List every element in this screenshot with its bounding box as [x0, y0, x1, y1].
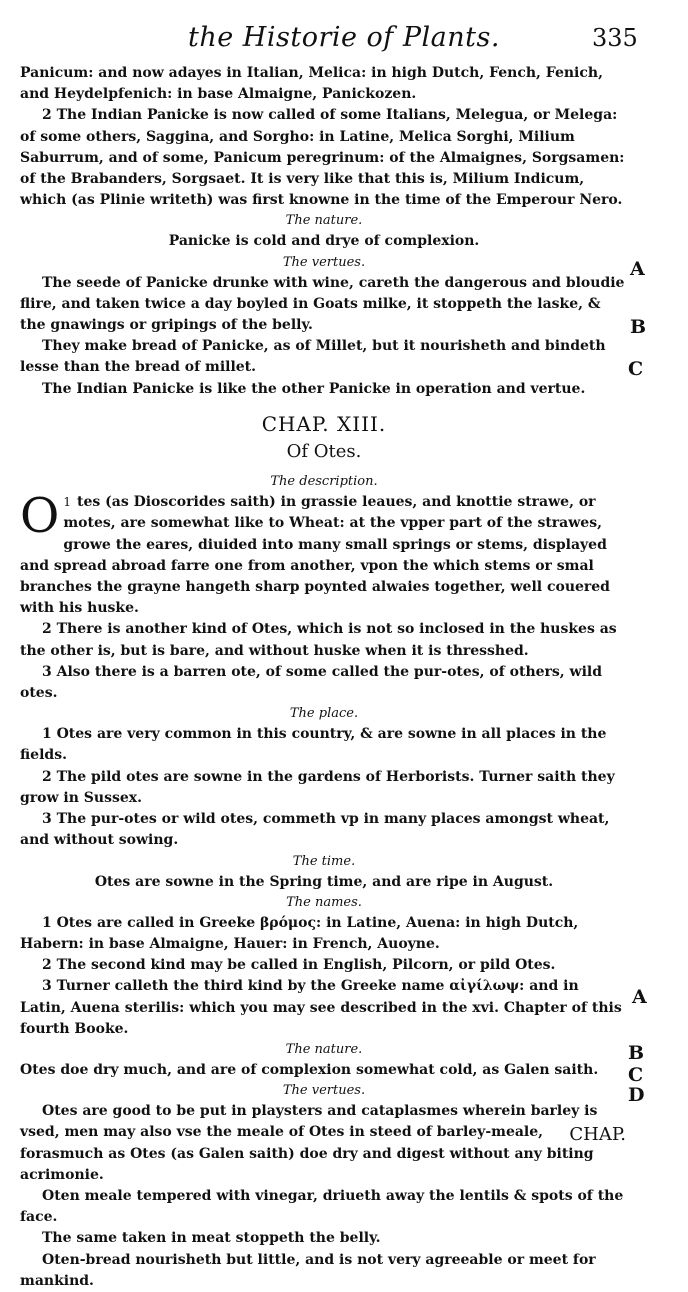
- chapter-title: CHAP. XIII.: [261, 411, 387, 436]
- vertue-2-paragraph: The same taken in meat stoppeth the belly.: [42, 1230, 381, 1247]
- section-heading-vertues: The vertues.: [282, 254, 366, 270]
- margin-letter: D: [628, 1084, 645, 1106]
- place-paragraph: 3 The pur-otes or wild otes, commeth vp in many places amongst wheat, and without sowing.: [20, 811, 610, 849]
- section-heading-nature: The nature.: [285, 213, 363, 229]
- vertue-paragraph: The seede of Panicke drunke with wine, careth the dangerous and bloudie flire, and taken twice a day boyled in Goats milke, it stoppeth the laske, & the gnawings or gripings of the belly.: [20, 274, 625, 334]
- chapter-subtitle: Of Otes.: [286, 441, 362, 463]
- place-paragraph: 2 The pild otes are sowne in the gardens of Herborists. Turner saith they grow in Sussex.: [20, 768, 615, 806]
- nature-2-text: Otes doe dry much, and are of complexion somewhat cold, as Galen saith.: [20, 1061, 599, 1078]
- names-item: 1 Otes are called in Greeke βρόμος: in Latine, Auena: in high Dutch, Habern: in base Almaigne, Hauer: in French, Auoyne.: [20, 914, 579, 952]
- vertue-paragraph: The Indian Panicke is like the other Panicke in operation and vertue.: [42, 380, 586, 397]
- section-heading-names: The names.: [286, 894, 362, 910]
- paragraph-number: 1: [63, 495, 71, 510]
- description-paragraph-1: [20, 488, 628, 619]
- section-heading-description: The description.: [270, 474, 378, 490]
- margin-letter: A: [632, 986, 647, 1008]
- page-header: [0, 22, 688, 56]
- names-item: 2 The second kind may be called in English, Pilcorn, or pild Otes.: [42, 957, 556, 974]
- description-text: tes (as Dioscorides saith) in grassie leaues, and knottie strawe, or motes, are somewhat like to Wheat: at the vpper part of the strawes, growe the eares, diuided into many small springs or stems, displayed and spread abroad farre one from another, vpon the which stems or smal branches the grayne hangeth sharp poynted alwaies together, well couered with his huske.: [20, 494, 610, 617]
- page-number: 335: [592, 24, 638, 52]
- vertue-2-paragraph: Otes are good to be put in playsters and cataplasmes wherein barley is vsed, men may also vse the meale of Otes in steed of barley-meale, forasmuch as Otes (as Galen saith) doe dry and digest without any biting acrimonie.: [20, 1103, 598, 1183]
- margin-letter: B: [628, 1042, 645, 1064]
- margin-letter: C: [628, 358, 644, 380]
- section-heading-time: The time.: [292, 853, 356, 869]
- place-paragraph: 1 Otes are very common in this country, & are sowne in all places in the fields.: [20, 726, 607, 764]
- page-body: [20, 63, 628, 1292]
- vertue-2-paragraph: Oten meale tempered with vinegar, driueth away the lentils & spots of the face.: [20, 1187, 624, 1226]
- vertue-paragraph: They make bread of Panicke, as of Millet, but it nourisheth and bindeth lesse than the bread of millet.: [20, 338, 606, 376]
- names-item: 3 Turner calleth the third kind by the Greeke name αἰγίλωψ: and in Latin, Auena sterilis: which you may see described in the xvi. Chapter of this fourth Booke.: [20, 978, 622, 1037]
- vertue-2-paragraph: Oten-bread nourisheth but little, and is not very agreeable or meet for mankind.: [20, 1251, 596, 1289]
- catchword: CHAP.: [569, 1124, 626, 1145]
- margin-letter: C: [628, 1064, 644, 1086]
- margin-letter: B: [630, 316, 647, 338]
- nature-text: Panicke is cold and drye of complexion.: [168, 233, 480, 250]
- names-paragraph-2: 2 The Indian Panicke is now called of some Italians, Melegua, or Melega: of some others, Saggina, and Sorgho: in Latine, Melica Sorghi, Milium Saburrum, and of some, Panicum peregrinum: of the Almaignes, Sorgsamen: of the Brabanders, Sorgsaet. It is very like that this is, Milium Indicum, which (as Plinie writeth) was first knowne in the time of the Emperour Nero.: [20, 107, 625, 209]
- description-paragraph-3: 3 Also there is a barren ote, of some called the pur-otes, of others, wild otes.: [20, 663, 603, 702]
- section-heading-vertues-2: The vertues.: [282, 1083, 366, 1099]
- time-text: Otes are sowne in the Spring time, and are ripe in August.: [94, 873, 554, 890]
- margin-letter: A: [630, 258, 645, 280]
- section-heading-nature-2: The nature.: [285, 1041, 363, 1057]
- names-paragraph-1: Panicum: and now adayes in Italian, Melica: in high Dutch, Fench, Fenich, and Heydelpfenich: in base Almaigne, Panickozen.: [20, 65, 603, 103]
- section-heading-place: The place.: [289, 706, 359, 722]
- running-title: the Historie of Plants.: [188, 22, 500, 53]
- drop-cap: O: [20, 488, 60, 545]
- description-paragraph-2: 2 There is another kind of Otes, which is not so inclosed in the huskes as the other is, but is bare, and without huske when it is thresshed.: [20, 621, 617, 659]
